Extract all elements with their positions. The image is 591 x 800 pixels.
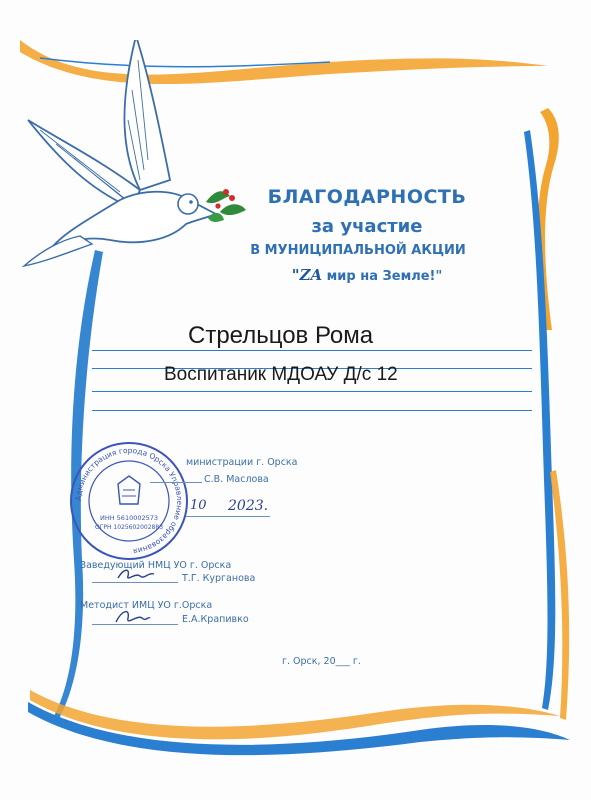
- certificate-title: БЛАГОДАРНОСТЬ: [267, 186, 467, 208]
- head-date-year: 2023.: [228, 498, 269, 514]
- dove-icon: [20, 40, 280, 300]
- methodist-name: Е.А.Крапивко: [182, 614, 249, 625]
- head-sig-line: [150, 482, 202, 483]
- nmc-sig-line: [92, 582, 178, 583]
- methodist-title: Методист ИМЦ УО г.Орска: [80, 600, 213, 611]
- action-name: [262, 266, 472, 284]
- official-stamp: [68, 440, 190, 562]
- action-prefix: "ZA: [291, 266, 323, 284]
- methodist-sig-line: [92, 624, 178, 625]
- holly-icon: [196, 172, 256, 232]
- place-date: г. Орск, 20___ г.: [282, 656, 361, 667]
- date-line: [186, 516, 270, 517]
- action-rest: мир на Земле!": [322, 269, 443, 284]
- rule-line-4: [92, 410, 532, 411]
- svg-text:Администрация города Орска Упр: [74, 446, 184, 556]
- recipient-name: Стрельцов Рома: [188, 322, 374, 349]
- rule-line-3: [92, 391, 532, 392]
- stamp-ogrn: ОГРН 1025602002883: [94, 524, 164, 531]
- recipient-role: Воспитаник МДОАУ Д/с 12: [164, 364, 398, 385]
- nmc-name: Т.Г. Курганова: [182, 573, 256, 584]
- certificate-subtitle: за участие: [311, 216, 423, 237]
- stamp-inn: ИНН 5610002573: [99, 514, 159, 522]
- rule-line-1: [92, 350, 532, 351]
- nmc-title: Заведующий НМЦ УО г. Орска: [80, 560, 232, 571]
- event-line: В МУНИЦИПАЛЬНОЙ АКЦИИ: [250, 243, 466, 258]
- stamp-outer-text: Администрация города Орска Управление образования: [73, 445, 185, 556]
- head-title: министрации г. Орска: [186, 457, 298, 468]
- head-date-day: 10: [190, 498, 207, 513]
- head-name: С.В. Маслова: [204, 474, 269, 485]
